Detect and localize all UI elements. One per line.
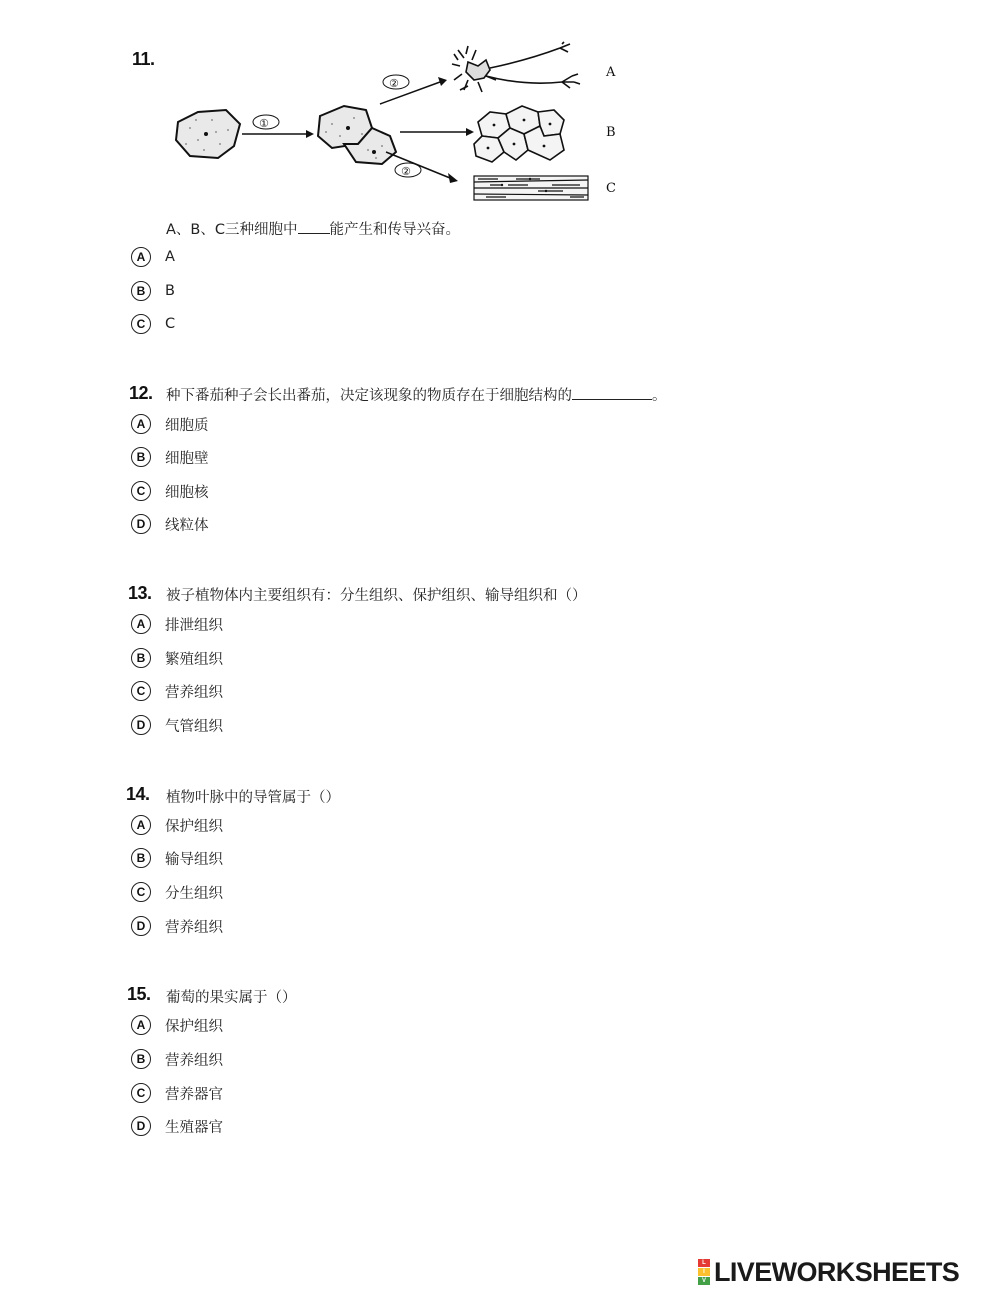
option-c[interactable] [131,880,223,904]
option-letter-badge: C [131,1083,151,1103]
logo-block: L [698,1259,710,1267]
option-label: 线粒体 [165,517,209,534]
option-letter-badge: A [131,1015,151,1035]
logo-block: V [698,1277,710,1285]
epithelial-cells [474,106,564,162]
option-letter-badge: D [131,514,151,534]
option-label: 生殖器官 [165,1119,223,1136]
option-letter-badge: D [131,715,151,735]
step-2-bottom-label: ② [401,165,411,178]
neuron-cell [452,42,580,92]
option-letter-badge: D [131,1116,151,1136]
option-d[interactable] [131,1114,223,1138]
option-letter-badge: B [131,848,151,868]
option-a[interactable] [131,412,209,436]
option-label: 输导组织 [165,851,223,868]
option-d[interactable] [131,914,223,938]
option-d[interactable] [131,713,223,737]
option-letter-badge: A [131,815,151,835]
option-label: 气管组织 [165,718,223,735]
question-text: 葡萄的果实属于（） [166,990,297,1006]
option-letter-badge: A [131,614,151,634]
answer-blank [572,399,652,400]
option-label: C [165,316,176,332]
question-number: 15. [127,984,151,1004]
option-a[interactable] [131,813,223,837]
question-number: 12. [129,383,153,403]
option-letter-badge: A [131,414,151,434]
option-label: 营养组织 [165,1052,223,1069]
logo-blocks-icon [698,1259,710,1285]
diagram-label-c: C [606,181,616,196]
option-letter-badge: A [131,247,151,267]
option-b[interactable] [131,646,223,670]
option-letter-badge: C [131,882,151,902]
option-label: 细胞核 [165,484,209,501]
option-a[interactable] [131,245,175,269]
option-label: A [165,249,175,265]
option-label: 营养组织 [165,684,223,701]
option-label: 繁殖组织 [165,651,223,668]
cell-differentiation-diagram [168,40,628,210]
option-label: 保护组织 [165,818,223,835]
option-b[interactable] [131,846,223,870]
option-c[interactable] [131,312,175,336]
option-label: 细胞壁 [165,450,209,467]
option-d[interactable] [131,512,209,536]
option-c[interactable] [131,679,223,703]
option-letter-badge: C [131,314,151,334]
option-letter-badge: C [131,681,151,701]
option-letter-badge: D [131,916,151,936]
question-text-after: 。 [652,388,667,404]
answer-blank [298,233,330,234]
option-letter-badge: B [131,1049,151,1069]
option-letter-badge: B [131,281,151,301]
logo-text: LIVEWORKSHEETS [714,1256,960,1287]
question-text [166,384,667,405]
option-a[interactable] [131,1013,223,1037]
diagram-label-b: B [606,125,616,140]
liveworksheets-logo [698,1258,959,1286]
option-label: 保护组织 [165,1018,223,1035]
option-label: B [165,283,175,299]
diagram-label-a: A [606,65,616,80]
option-c[interactable] [131,1081,223,1105]
option-label: 排泄组织 [165,617,223,634]
option-label: 营养组织 [165,919,223,936]
option-letter-badge: B [131,447,151,467]
option-c[interactable] [131,479,209,503]
option-label: 细胞质 [165,417,209,434]
option-a[interactable] [131,612,223,636]
option-b[interactable] [131,1047,223,1071]
question-text-before: 种下番茄种子会长出番茄，决定该现象的物质存在于细胞结构的 [166,388,572,404]
option-letter-badge: C [131,481,151,501]
question-number: 11. [132,49,155,69]
option-letter-badge: B [131,648,151,668]
question-text-after: 能产生和传导兴奋。 [329,222,460,238]
question-text: 被子植物体内主要组织有：分生组织、保护组织、输导组织和（） [166,588,587,604]
option-b[interactable] [131,445,209,469]
question-number: 14. [126,784,150,804]
step-1-label: ① [259,117,269,130]
question-text [166,218,460,239]
option-b[interactable] [131,279,175,303]
option-label: 分生组织 [165,885,223,902]
question-text-before: A、B、C三种细胞中 [166,222,298,238]
question-text: 植物叶脉中的导管属于（） [166,790,340,806]
question-number: 13. [128,583,152,603]
option-label: 营养器官 [165,1086,223,1103]
step-2-top-label: ② [389,77,399,90]
logo-block: I [698,1268,710,1276]
